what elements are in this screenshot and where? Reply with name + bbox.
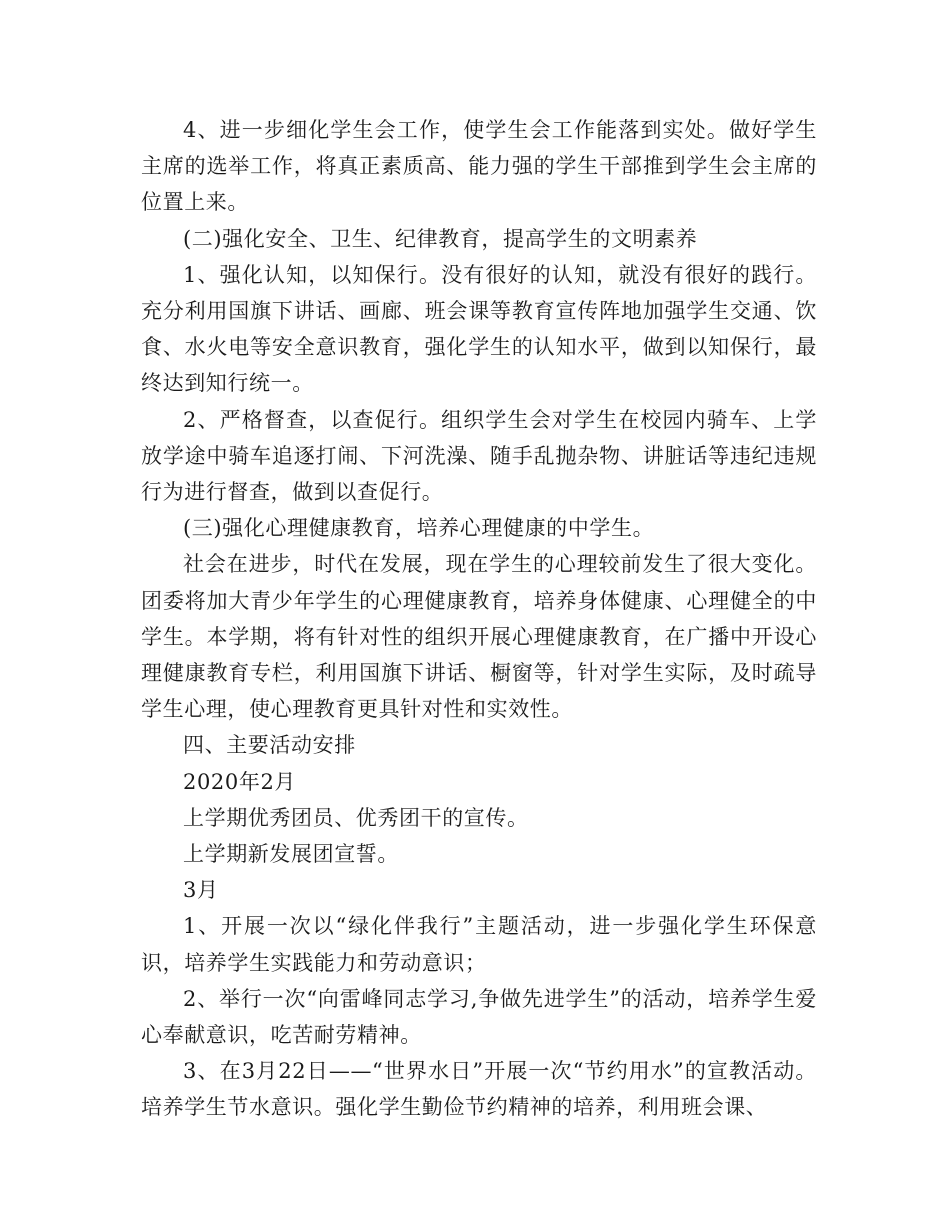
document-body bbox=[141, 112, 817, 1126]
section-heading-activities: 四、主要活动安排 bbox=[183, 733, 356, 758]
date-heading-march: 3月 bbox=[183, 878, 219, 903]
paragraph-mental-health-body: 社会在进步，时代在发展，现在学生的心理较前发生了很大变化。团委将加大青少年学生的心理健康教育，培养身体健康、心理健全的中学生。本学期，将有针对性的组织开展心理健康教育，在广播中开设心理健康教育专栏，利用国旗下讲话、橱窗等，针对学生实际，及时疏导学生心理，使心理教育更具针对性和实效性。 bbox=[141, 552, 817, 722]
section-heading-safety-education: (二)强化安全、卫生、纪律教育，提高学生的文明素养 bbox=[183, 226, 698, 251]
paragraph-item-4-student-union: 4、进一步细化学生会工作，使学生会工作能落到实处。做好学生主席的选举工作，将真正素质高、能力强的学生干部推到学生会主席的位置上来。 bbox=[141, 118, 817, 215]
date-heading-february: 2020年2月 bbox=[183, 769, 297, 794]
activity-item-publicity: 上学期优秀团员、优秀团干的宣传。 bbox=[183, 805, 529, 830]
activity-item-water-day: 3、在3月22日——“世界水日”开展一次“节约用水”的宣教活动。培养学生节水意识。强化学生勤俭节约精神的培养，利用班会课、 bbox=[141, 1059, 817, 1120]
activity-item-leifeng: 2、举行一次“向雷峰同志学习,争做先进学生”的活动，培养学生爱心奉献意识，吃苦耐劳精神。 bbox=[141, 986, 817, 1048]
activity-item-greening: 1、开展一次以“绿化伴我行”主题活动，进一步强化学生环保意识，培养学生实践能力和劳动意识； bbox=[141, 914, 817, 975]
paragraph-item-2-supervision: 2、严格督查，以查促行。组织学生会对学生在校园内骑车、上学放学途中骑车追逐打闹、下河洗澡、随手乱抛杂物、讲脏话等违纪违规行为进行督查，做到以查促行。 bbox=[141, 407, 817, 505]
activity-item-oath: 上学期新发展团宣誓。 bbox=[183, 842, 399, 867]
paragraph-item-1-awareness: 1、强化认知，以知保行。没有很好的认知，就没有很好的践行。充分利用国旗下讲话、画廊、班会课等教育宣传阵地加强学生交通、饮食、水火电等安全意识教育，强化学生的认知水平，做到以知保行，最终达到知行统一。 bbox=[141, 262, 817, 396]
section-heading-mental-health: (三)强化心理健康教育，培养心理健康的中学生。 bbox=[183, 516, 655, 541]
